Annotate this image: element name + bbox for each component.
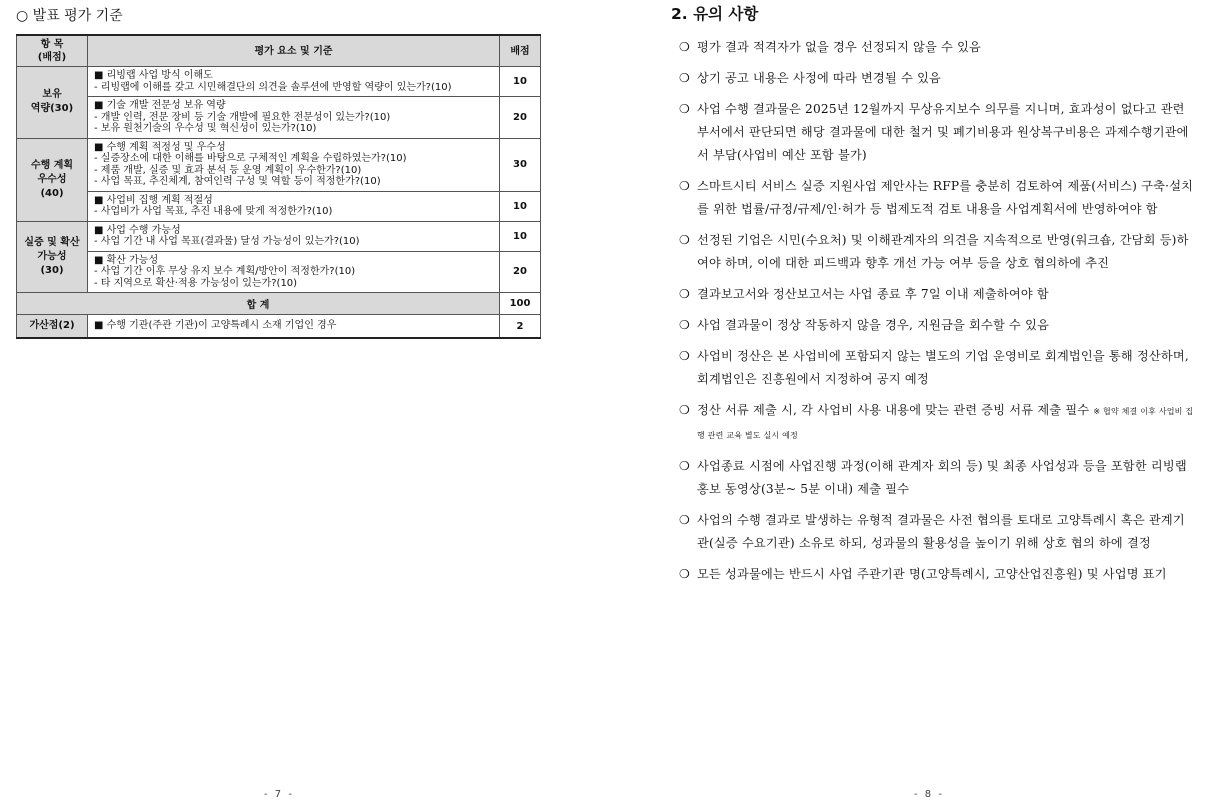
category-cell: 수행 계획 우수성 (40)	[17, 138, 88, 221]
list-item	[671, 98, 1196, 167]
circle-bullet-icon: ❍	[679, 567, 690, 581]
header-points: 배점	[500, 35, 541, 67]
section-title	[16, 6, 541, 26]
list-item	[671, 229, 1196, 275]
page-title: 2. 유의 사항	[671, 5, 759, 23]
criteria-sub: - 보유 원천기술의 우수성 및 혁신성이 있는가?(10)	[94, 123, 317, 134]
bonus-criteria: ■ 수행 기관(주관 기관)이 고양특례시 소재 기업인 경우	[88, 315, 500, 339]
list-item-text: 사업의 수행 결과로 발생하는 유형적 결과물은 사전 협의를 토대로 고양특례시 혹은 관계기관(실증 수요기관) 소유로 하되, 성과물의 활용성을 높이기 위해 상호 협의 하에 결정	[697, 513, 1185, 550]
list-item-text: 정산 서류 제출 시, 각 사업비 사용 내용에 맞는 관련 증빙 서류 제출 필수	[697, 403, 1090, 417]
list-item-text: 스마트시티 서비스 실증 지원사업 제안사는 RFP를 충분히 검토하여 제품(서비스) 구축·설치를 위한 법률/규정/규제/인·허가 등 법제도적 검토 내용을 사업계획서에 반영하여야 함	[697, 179, 1194, 216]
circle-bullet-icon: ❍	[679, 233, 690, 247]
table-row	[17, 97, 541, 139]
bonus-points: 2	[500, 315, 541, 339]
points-cell: 20	[500, 97, 541, 139]
points-cell: 10	[500, 67, 541, 97]
criteria-sub: - 개발 인력, 전문 장비 등 기술 개발에 필요한 전문성이 있는가?(10)	[94, 111, 391, 123]
criteria-cell	[88, 97, 500, 139]
notes-list	[671, 36, 1196, 586]
circle-bullet-icon: ❍	[679, 102, 690, 116]
category-cell: 실증 및 확산 가능성 (30)	[17, 221, 88, 293]
list-item-text: 사업 수행 결과물은 2025년 12월까지 무상유지보수 의무를 지니며, 효과성이 없다고 관련부서에서 판단되면 해당 결과물에 대한 철거 및 폐기비용과 원상복구비용은 과제수행기관에서 부담(사업비 예산 포함 불가)	[697, 102, 1189, 162]
header-criteria: 평가 요소 및 기준	[88, 35, 500, 67]
page-number-left: - 7 -	[264, 789, 294, 800]
criteria-sub: - 사업 기간 내 사업 목표(결과물) 달성 가능성이 있는가?(10)	[94, 236, 360, 247]
table-row	[17, 221, 541, 251]
criteria-cell	[88, 221, 500, 251]
list-item-text: 결과보고서와 정산보고서는 사업 종료 후 7일 이내 제출하여야 함	[697, 287, 1049, 301]
list-item	[671, 175, 1196, 221]
points-cell: 20	[500, 251, 541, 293]
list-item	[671, 314, 1196, 337]
points-cell: 10	[500, 191, 541, 221]
criteria-heading: ■ 수행 계획 적정성 및 우수성	[94, 141, 226, 153]
list-item	[671, 399, 1196, 447]
criteria-heading: ■ 사업비 집행 계획 적절성	[94, 194, 213, 206]
criteria-cell	[88, 251, 500, 293]
criteria-heading: ■ 사업 수행 가능성	[94, 224, 181, 236]
section-title-text: 발표 평가 기준	[32, 8, 123, 24]
list-item	[671, 345, 1196, 391]
circle-bullet-icon: ❍	[679, 71, 690, 85]
criteria-sub: - 리빙랩에 이해를 갖고 시민해결단의 의견을 솔루션에 반영할 역량이 있는가?(10)	[94, 81, 452, 93]
circle-bullet-icon: ❍	[679, 287, 690, 301]
list-item-text: 평가 결과 적격자가 없을 경우 선정되지 않을 수 있음	[697, 40, 982, 54]
total-points: 100	[500, 293, 541, 315]
evaluation-criteria-table	[16, 34, 541, 339]
circle-bullet-icon: ❍	[679, 459, 690, 473]
list-item-text: 상기 공고 내용은 사정에 따라 변경될 수 있음	[697, 71, 942, 85]
circle-bullet-icon: ❍	[679, 40, 690, 54]
circle-bullet-icon: ❍	[679, 349, 690, 363]
list-item-text: 사업 결과물이 정상 작동하지 않을 경우, 지원금을 회수할 수 있음	[697, 318, 1050, 332]
criteria-heading: ■ 확산 가능성	[94, 254, 159, 266]
list-item-text: 모든 성과물에는 반드시 사업 주관기관 명(고양특례시, 고양산업진흥원) 및 사업명 표기	[697, 567, 1167, 581]
table-row	[17, 251, 541, 293]
criteria-sub: - 제품 개발, 실증 및 효과 분석 등 운영 계획이 우수한가?(10)	[94, 164, 362, 176]
table-row	[17, 138, 541, 191]
page-number-right: - 8 -	[914, 789, 944, 800]
points-cell: 30	[500, 138, 541, 191]
left-page	[16, 6, 541, 339]
total-row	[17, 293, 541, 315]
right-page	[671, 2, 1196, 594]
section-bullet: ○	[16, 8, 29, 24]
circle-bullet-icon: ❍	[679, 403, 690, 417]
table-row	[17, 67, 541, 97]
criteria-cell	[88, 138, 500, 191]
criteria-cell	[88, 67, 500, 97]
table-header-row	[17, 35, 541, 67]
criteria-heading: ■ 기술 개발 전문성 보유 역량	[94, 100, 226, 111]
list-item-text: 사업종료 시점에 사업진행 과정(이해 관계자 회의 등) 및 최종 사업성과 등을 포함한 리빙랩 홍보 동영상(3분~ 5분 이내) 제출 필수	[697, 459, 1187, 496]
list-item	[671, 67, 1196, 90]
points-cell: 10	[500, 221, 541, 251]
criteria-sub: - 사업 목표, 추진체계, 참여인력 구성 및 역할 등이 적정한가?(10)	[94, 176, 381, 187]
list-item	[671, 36, 1196, 59]
criteria-sub: - 사업 기간 이후 무상 유지 보수 계획/방안이 적정한가?(10)	[94, 266, 356, 277]
list-item	[671, 283, 1196, 306]
table-row	[17, 191, 541, 221]
bonus-row	[17, 315, 541, 339]
list-item-note: ※ 협약 체결 이후 사업비 집행 관련 교육 별도 실시 예정	[697, 407, 1194, 440]
list-item	[671, 563, 1196, 586]
bonus-category: 가산점(2)	[17, 315, 88, 339]
header-category: 항 목 (배점)	[17, 35, 88, 67]
list-item-text: 사업비 정산은 본 사업비에 포함되지 않는 별도의 기업 운영비로 회계법인을 통해 정산하며, 회계법인은 진흥원에서 지정하여 공지 예정	[697, 349, 1189, 386]
list-item	[671, 455, 1196, 501]
criteria-heading: ■ 리빙랩 사업 방식 이해도	[94, 70, 213, 81]
circle-bullet-icon: ❍	[679, 318, 690, 332]
circle-bullet-icon: ❍	[679, 513, 690, 527]
category-cell: 보유 역량(30)	[17, 67, 88, 139]
total-label: 합 계	[17, 293, 500, 315]
criteria-sub: - 타 지역으로 확산·적용 가능성이 있는가?(10)	[94, 277, 298, 289]
criteria-sub: - 사업비가 사업 목표, 추진 내용에 맞게 적정한가?(10)	[94, 206, 333, 217]
list-item-text: 선정된 기업은 시민(수요처) 및 이해관계자의 의견을 지속적으로 반영(워크숍, 간담회 등)하여야 하며, 이에 대한 피드백과 향후 개선 가능 여부 등을 상호 협의하에 추진	[697, 233, 1189, 270]
criteria-sub: - 실증장소에 대한 이해를 바탕으로 구체적인 계획을 수립하였는가?(10)	[94, 153, 407, 164]
list-item	[671, 509, 1196, 555]
criteria-cell	[88, 191, 500, 221]
circle-bullet-icon: ❍	[679, 179, 690, 193]
